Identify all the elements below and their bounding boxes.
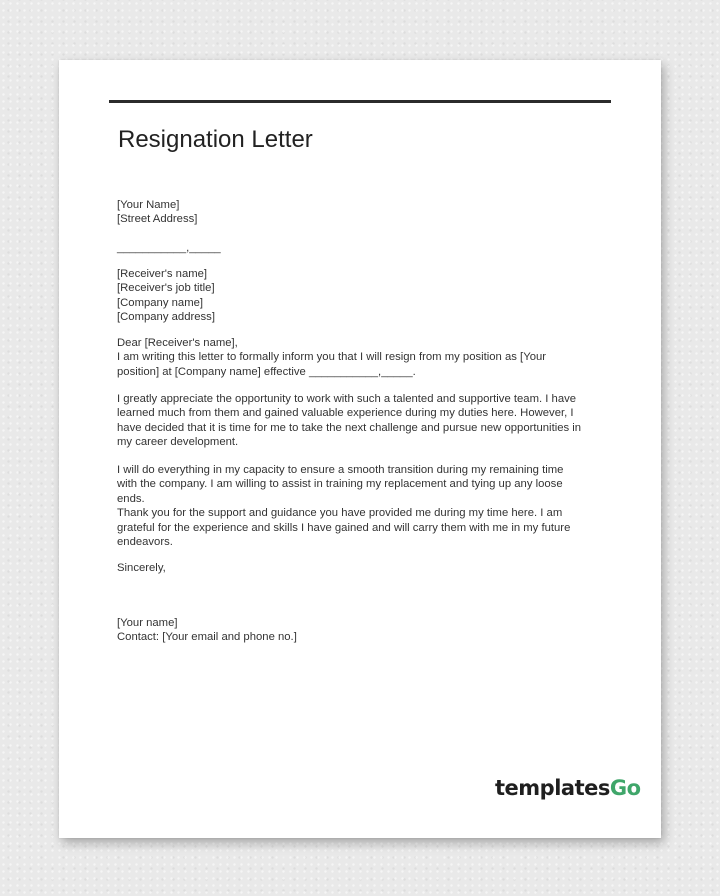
paragraph-line: with the company. I am willing to assist in training my replacement and tying up any loose bbox=[117, 478, 563, 491]
letter-page bbox=[59, 60, 661, 838]
paragraph-line: learned much from them and gained valuable experience during my duties here. However, I bbox=[117, 407, 574, 420]
logo-text-main: templates bbox=[495, 776, 610, 800]
paragraph-line: Thank you for the support and guidance you have provided me during my time here. I am bbox=[117, 507, 563, 520]
paragraph-line: have decided that it is time for me to take the next challenge and pursue new opportunities in bbox=[117, 421, 582, 434]
paragraph-line: endeavors. bbox=[117, 536, 173, 549]
sender-block bbox=[117, 198, 607, 227]
paragraph-line: ends. bbox=[117, 492, 145, 505]
logo-text-accent: Go bbox=[609, 776, 641, 800]
intro-line: I am writing this letter to formally inform you that I will resign from my position as [Your bbox=[117, 351, 547, 364]
paragraph-line: I greatly appreciate the opportunity to work with such a talented and supportive team. I have bbox=[117, 393, 577, 405]
receiver-job-title: [Receiver's job title] bbox=[117, 282, 215, 295]
top-divider bbox=[109, 100, 611, 103]
receiver-company: [Company name] bbox=[117, 296, 204, 309]
signature-name: [Your name] bbox=[117, 617, 178, 629]
templatesgo-logo bbox=[495, 776, 641, 800]
signature-contact: Contact: [Your email and phone no.] bbox=[117, 631, 297, 644]
paragraph-transition bbox=[117, 463, 607, 549]
date-line: ___________,_____ bbox=[117, 242, 221, 254]
paragraph-appreciation bbox=[117, 392, 607, 450]
letter-title: Resignation Letter bbox=[118, 126, 313, 153]
sender-name: [Your Name] bbox=[117, 199, 180, 211]
intro-line: position] at [Company name] effective ___________,_____. bbox=[117, 365, 416, 378]
salutation-intro-block bbox=[117, 336, 607, 379]
receiver-address: [Company address] bbox=[117, 311, 215, 324]
closing-block bbox=[117, 561, 607, 575]
date-block bbox=[117, 241, 607, 255]
paragraph-line: grateful for the experience and skills I have gained and will carry them with me in my future bbox=[117, 521, 571, 534]
paragraph-line: I will do everything in my capacity to ensure a smooth transition during my remaining time bbox=[117, 464, 564, 476]
closing: Sincerely, bbox=[117, 562, 166, 574]
receiver-name: [Receiver's name] bbox=[117, 268, 208, 280]
signature-block bbox=[117, 616, 607, 645]
sender-address: [Street Address] bbox=[117, 213, 198, 226]
paragraph-line: my career development. bbox=[117, 436, 239, 449]
salutation: Dear [Receiver's name], bbox=[117, 337, 238, 349]
receiver-block bbox=[117, 267, 607, 325]
